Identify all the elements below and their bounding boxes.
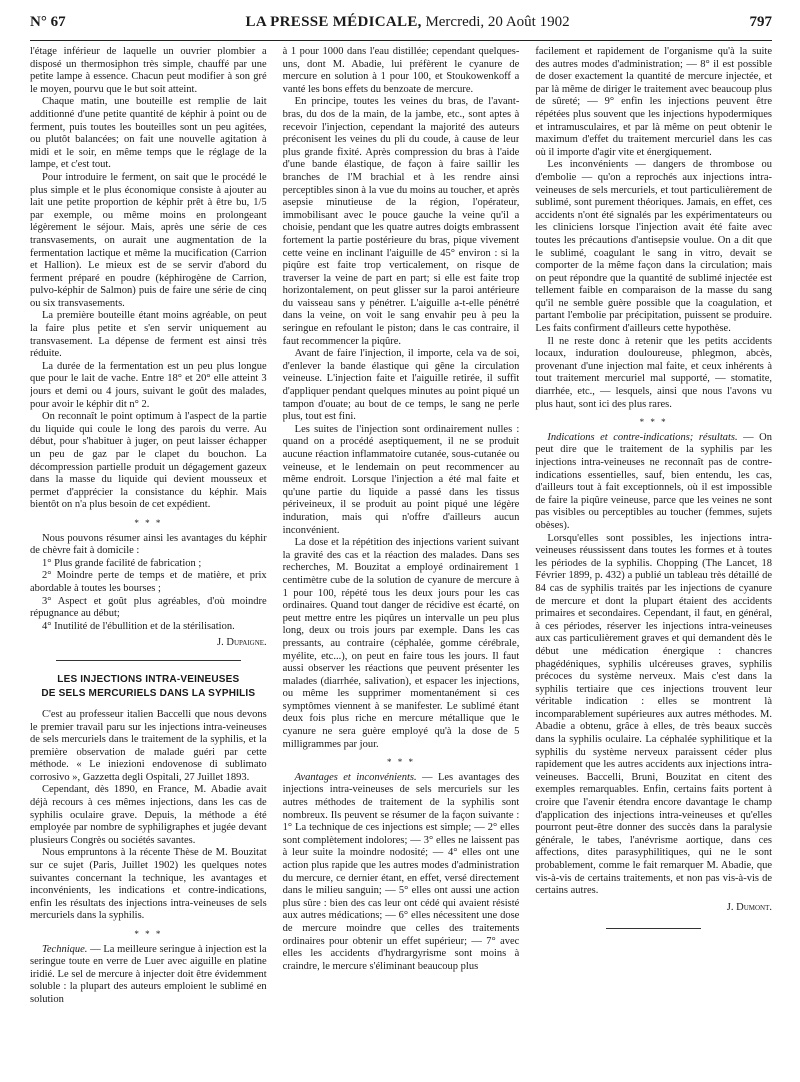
paragraph: On reconnaît le point optimum à l'aspect de la partie du liquide qui coule le long des parois du verre. Au début, pour s'habituer à juger, on peut laisser échapper un peu de gaz par le clapet du bouchon. La décompression partielle produit un dégagement gazeux dans la masse du liquide qui devient mousseux et permet d'apprécier la consistance du képhir. Mais bientôt on n'a plus besoin de cet expédient. (30, 411, 267, 511)
article-title-line-2: DE SELS MERCURIELS DANS LA SYPHILIS (41, 687, 256, 699)
article-title-line-1: LES INJECTIONS INTRA-VEINEUSES (57, 673, 240, 685)
paragraph: Avant de faire l'injection, il importe, cela va de soi, d'enlever la bande élastique qui gêne la circulation veineuse. L'injection faite et l'aiguille retirée, il suffit d'appliquer pendant quelques minutes au point piqué un tampon d'ouate; au bout de ce temps, le sang ne perle plus, tout est fini. (282, 348, 520, 423)
section-separator-stars: * * * (134, 517, 163, 528)
paragraph: En principe, toutes les veines du bras, de l'avant-bras, du dos de la main, de la jambe, etc., sont aptes à recevoir l'injection, cependant la majorité des auteurs préconisent les veines du pli du coude, à cause de leur plus grande fixité. Après compression du bras à l'aide d'une bande élastique, de façon à faire saillir les branches de l'M brachial et à les rendre ainsi perceptibles sinon à la vue du moins au toucher, et après asepsie minutieuse de la région, l'opérateur, immobilisant avec le pouce gauche la veine qu'il a choisie, pendant que les quatre autres doigts embrassent fortement la partie postérieure du bras, pique vivement cette veine en inclinant l'aiguille de 45° environ : si la piqûre est faite trop verticalement, on risque de traverser la veine de part en part; si elle est faite trop horizontalement, on peut glisser sur la paroi antérieure du vaisseau sans y pénétrer. L'aiguille a-t-elle pénétré dans la veine, on voit le sang envahir peu à peu la seringue en refoulant le piston; dans le cas contraire, il faut recommencer la piqûre. (282, 96, 520, 347)
author-signature: J. Dumont. (726, 901, 773, 913)
paragraph: Les inconvénients — dangers de thrombose ou d'embolie — qu'on a reprochés aux injections intra-veineuses de sels mercuriels, et tout particulièrement de sublimé, sont purement théoriques. Jamais, en effet, ces accidents n'ont été signalés par les expérimentateurs ou les cliniciens lorsque l'injection avait été faite avec toutes les précautions d'antisepsie voulue. On a dit que le sublimé, coagulant le sang in vitro, devait se comporter de la même façon dans la circulation; mais on peut répondre que la quantité de sublimé injectée est tellement faible en comparaison de la masse du sang qu'il ne semble guère possible que la coagulation, et partant l'embolie par précipitation, puissent se produire. Les faits confirment d'ailleurs cette hypothèse. (535, 159, 773, 335)
page-header (30, 14, 772, 41)
subsection-heading: Technique. (42, 943, 88, 955)
paragraph (30, 944, 267, 1007)
section-separator-stars: * * * (639, 417, 668, 428)
paragraph: La première bouteille étant moins agréable, on peut la faire plus petite et s'en servir uniquement au transvasement. La dépense de ferment est ainsi très réduite. (30, 310, 267, 360)
paragraph: à 1 pour 1000 dans l'eau distillée; cependant quelques-uns, dont M. Abadie, lui préfèrent le cyanure de mercure en solution à 1 pour 100, et Stoukowenkoff a vanté les bons effets du benzoate de mercure. (282, 46, 520, 95)
issue-number: N° 67 (30, 14, 66, 30)
paragraph (283, 772, 520, 974)
section-separator-stars: * * * (387, 757, 415, 768)
issue-date: Mercredi, 20 Août 1902 (425, 14, 570, 30)
article-columns (30, 46, 772, 1070)
divider (56, 660, 241, 661)
paragraph: Pour introduire le ferment, on sait que le procédé le plus simple et le plus économique consiste à ajouter au lait une petite proportion de képhir prêt à être bu, 1/5 par exemple, ou même moins en prolongeant légèrement le séjour. Mais, après une série de ces transvasements, on aurait une augmentation de la fermentation lactique et même la mucification (Carrion et Hallion). Le mieux est de se servir d'abord du ferment préparé en poudre (képhirogène de Carrion, pulvo-képhir de Salmon) puis de faire une série de cinq ou six transvasements. (30, 171, 267, 309)
paragraph: Chaque matin, une bouteille est remplie de lait additionné d'une petite quantité de képhir à point ou de ferment, puis toutes les bouteilles sont un peu agitées, ou plutôt balancées; on fait une nouvelle agitation à midi et le soir, en même temps que le réglage de la lampe, et c'est tout. (30, 96, 267, 171)
divider (606, 928, 701, 929)
paragraph: Les suites de l'injection sont ordinairement nulles : quand on a procédé aseptiquement, il ne se produit aucune réaction inflammatoire cutanée, sous-cutanée ou veineuse, et le lendemain on peut recommencer au même endroit. Lorsque l'injection a été mal faite et qu'une partie du liquide a passé dans les tissus périveineux, il se produit au point piqué une légère induration, mais qui n'offre d'ailleurs aucun inconvénient. (282, 423, 520, 536)
paragraph-text: — On peut dire que le traitement de la syphilis par les injections intra-veineuses ne reconnaît pas de contre-indications essentielles, sauf, bien entendu, les cas, d'ailleurs tout à fait exceptionnels, où il est impossible de faire la piqûre veineuse, parce que les veines ne sont pas visibles ou perceptibles au toucher (femmes, sujets obèses). (535, 431, 773, 531)
section-separator-stars: * * * (134, 929, 163, 939)
author-signature: J. Dupaigne. (217, 637, 267, 649)
column-3 (535, 46, 772, 1070)
list-item: 4° Inutilité de l'ébullition et de la stérilisation. (42, 620, 235, 632)
paragraph: l'étage inférieur de laquelle un ouvrier plombier a disposé un thermosiphon très simple, chauffé par une petite lampe à essence. Chacun peut modifier à son gré le moyen, pourvu que le but soit atteint. (30, 46, 267, 95)
subsection-heading: Avantages et inconvénients. (294, 771, 417, 783)
paragraph: Nous empruntons à la récente Thèse de M. Bouzitat sur ce sujet (Paris, Juillet 1902) les quelques notes suivantes concernant la technique, les avantages et inconvénients, les indications et contre-indications, enfin les résultats des injections intra-veineuses de sels mercuriels dans la syphilis. (30, 847, 267, 922)
paragraph: Lorsqu'elles sont possibles, les injections intra-veineuses réussissent dans toutes les formes et à toutes les périodes de la syphilis. Chopping (The Lancet, 18 Février 1899, p. 432) a publié un tableau très détaillé de 84 cas de syphilis traités par les injections de cyanure de mercure et dont la plupart étaient des accidents primaires et secondaires. Cependant, il faut, en général, à ces périodes, réserver les injections intra-veineuses aux cas particulièrement graves et qui demandent dès le début une médication énergique : chancres phagédéniques, syphilis ulcéreuses graves, syphilis précoces du système nerveux. Mais c'est dans la syphilis tertiaire que ces injections trouvent leur véritable indication : elles se montrent là incomparablement supérieures aux autres méthodes. M. Abadie a obtenu, grâce à elles, de très beaux succès dans la syphilis oculaire. La céphalée syphilitique et la syphilis du système nerveux paraissent céder plus rapidement que les autres accidents aux injections intra-veineuses. Baccelli, Bruni, Bouzitat en citent des exemples remarquables. Enfin, certains faits portent à croire que l'avenir étendra encore davantage le champ d'application des injections intra-veineuses et qu'elles pourront peut-être donner des succès dans la paralysie générale, le tabes, l'anévrisme aortique, dans ces affections, dites parasyphilitiques, qui ne le sont probablement, comme le fait remarquer M. Abadie, que vis-à-vis de certains traitements, et non pas vis-à-vis de certains autres. (535, 532, 773, 897)
paragraph: Il ne reste donc à retenir que les petits accidents locaux, induration douloureuse, phlegmon, abcès, provenant d'une injection mal faite, et ceux inhérents à tout traitement mercuriel mal supporté, — stomatite, diarrhée, etc., — lesquels, ainsi que nous l'avons vu plus haut, sont ici des plus rares. (535, 335, 773, 410)
paragraph: La dose et la répétition des injections varient suivant la gravité des cas et la réaction des malades. Dans ses recherches, M. Bouzitat a employé ordinairement 1 centimètre cube de la solution de cyanure de mercure à 1 pour 100, répété tous les deux jours pour les cas ordinaires. Quand tout danger de récidive est écarté, on peut mettre entre les piqûres un intervalle un peu plus long, deux ou trois jours par exemple. Dans les cas pressants, au contraire (céphalée, gomme cérébrale, myélite, etc...), on peut en faire tous les jours. Il faut aussi observer les réactions que peuvent présenter les malades (diarrhée, salivation), et espacer les injections, ou même les supprimer momentanément si ces symptômes viennent à se manifester. Le sublimé étant deux fois plus riche en mercure métallique que le cyanure ne sera guère employé qu'à la dose de 5 milligrammes par jour. (282, 537, 520, 750)
subsection-heading: Indications et contre-indications; résultats. (547, 431, 738, 443)
page-number: 797 (749, 14, 772, 30)
article-title (30, 673, 267, 701)
column-1 (30, 46, 267, 1070)
journal-title: LA PRESSE MÉDICALE, (245, 14, 422, 30)
journal-masthead (246, 14, 570, 31)
paragraph-text: — Les avantages des injections intra-veineuses de sels mercuriels sur les autres méthodes de traitement de la syphilis sont nombreux. Ils peuvent se résumer de la façon suivante : 1° La technique de ces injections est simple; — 2° elles sont complètement indolores; — 3° elles ne laissent pas à leur suite la moindre nodosité; — 4° elles ont une action plus rapide que les autres modes d'administration du mercure, ce dernier étant, en effet, versé directement dans le milieu sanguin; — 5° elles ont aussi une action plus sûre : bien des cas leur ont cédé qui avaient résisté aux autres médications; — 6° elles nécessitent une dose de mercure moindre que celles des traitements ordinaires pour obtenir un effet supérieur; — 7° avec elles les accidents d'hydrargyrisme sont moins à craindre, le mercure s'éliminant beaucoup plus (282, 771, 520, 972)
paragraph (535, 432, 772, 533)
list-item: 2° Moindre perte de temps et de matière, et prix abordable à toutes les bourses ; (30, 570, 267, 594)
list-item: 1° Plus grande facilité de fabrication ; (42, 557, 202, 569)
paragraph: Nous pouvons résumer ainsi les avantages du képhir de chèvre fait à domicile : (30, 532, 267, 557)
paragraph: Cependant, dès 1890, en France, M. Abadie avait déjà recours à ces mêmes injections, dans les cas de syphilis oculaire grave. Depuis, la méthode a été employée par nombre de syphiligraphes et jugée devant plusieurs Congrès ou sociétés savantes. (30, 784, 267, 846)
paragraph: La durée de la fermentation est un peu plus longue que pour le lait de vache. Entre 18° et 20° elle atteint 3 jours et demi ou 4 jours, suivant le goût des malades, pour avoir le képhir dit n° 2. (30, 360, 267, 410)
paragraph-text: — La meilleure seringue à injection est la seringue toute en verre de Luer avec aiguille en platine iridié. Le sel de mercure à injecter doit être évidemment soluble : la plupart des auteurs emploient le sublimé en solution (30, 943, 267, 1005)
column-2 (283, 46, 520, 1070)
list-item: 3° Aspect et goût plus agréables, d'où moindre répugnance au début; (30, 595, 267, 620)
paragraph: facilement et rapidement de l'organisme qu'à la suite des autres modes d'administration; — 8° il est possible de doser exactement la quantité de mercure injectée, et par là même de diriger le traitement avec beaucoup plus de sûreté; — 9° enfin les injections peuvent être répétées plus souvent que les injections hypodermiques et intramusculaires, et par là même on peut obtenir le maximum d'effet du traitement mercuriel dans les cas où il importe d'agir vite et énergiquement. (535, 46, 773, 158)
paragraph: C'est au professeur italien Baccelli que nous devons le premier travail paru sur les injections intra-veineuses de sels mercuriels dans le traitement de la syphilis, et la première observation de malade guéri par cette méthode. « Le iniezioni endovenose di sublimato corrosivo », Gazzetta degli Ospitali, 27 Juillet 1893. (30, 708, 267, 783)
